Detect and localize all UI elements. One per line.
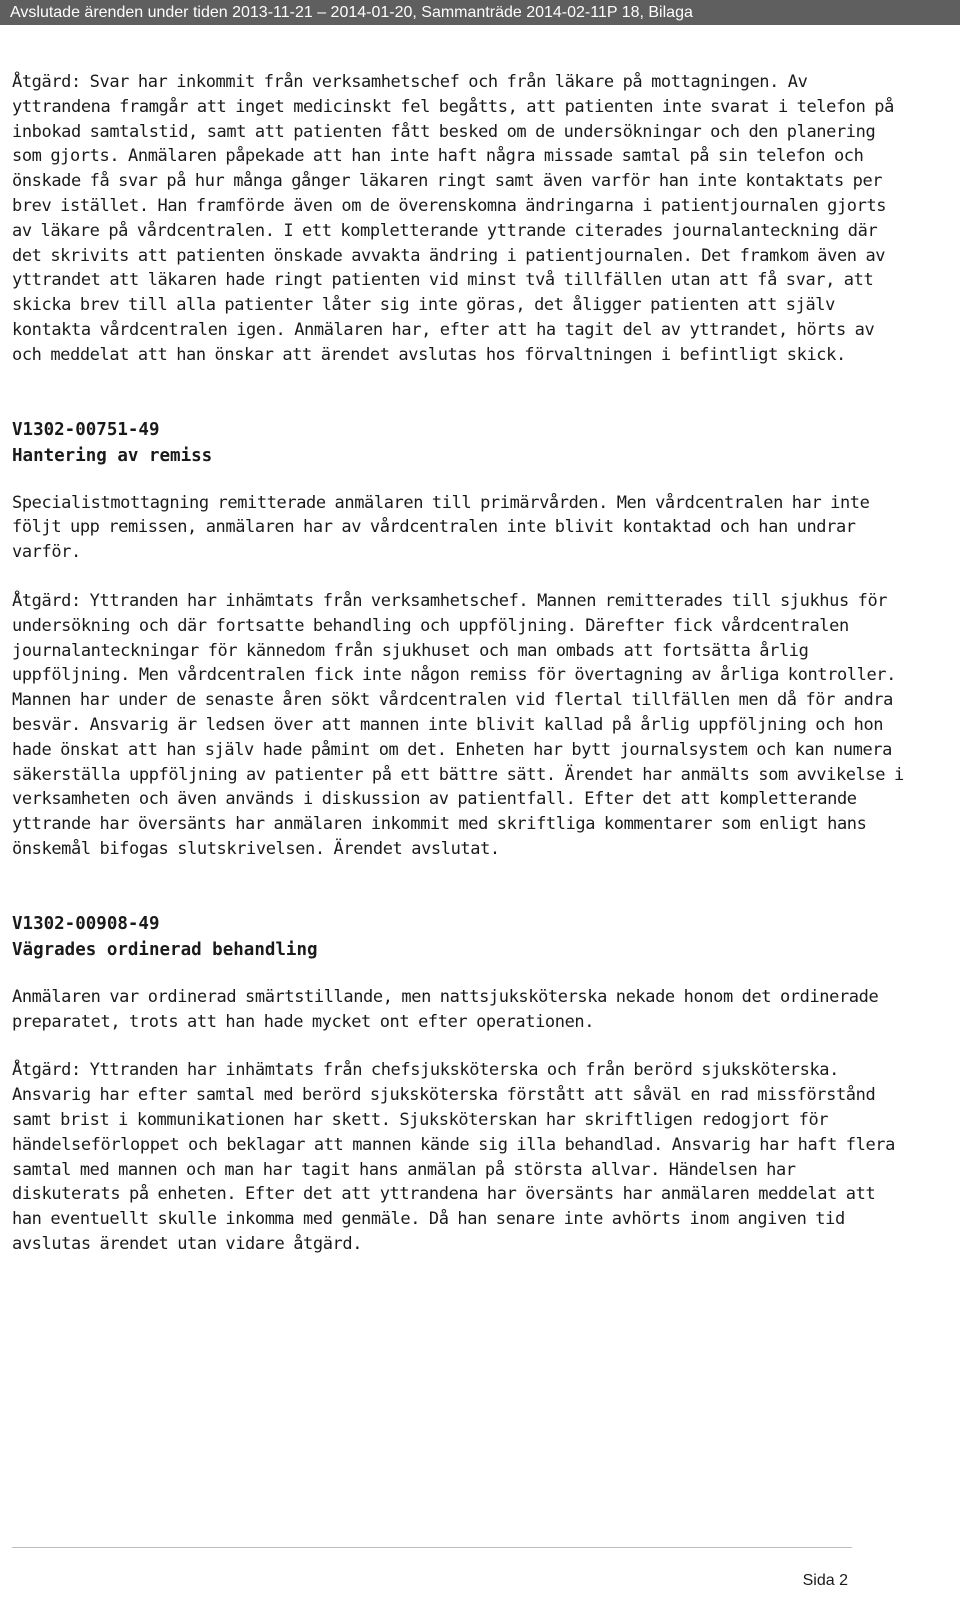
case-title: Hantering av remiss xyxy=(12,445,213,466)
complaint-paragraph: Specialistmottagning remitterade anmälaren till primärvården. Men vårdcentralen har inte följt upp remissen, anmälaren har av vårdcentralen inte blivit kontaktad och han undrar varför. xyxy=(12,492,870,563)
document-header xyxy=(0,0,960,25)
case-title: Vägrades ordinerad behandling xyxy=(12,939,318,960)
action-paragraph: Åtgärd: Yttranden har inhämtats från chefsjuksköterska och från berörd sjuksköterska. Ansvarig har efter samtal med berörd sjuksköterska förstått att såväl en rad missförstånd samt brist i kommunikationen har skett. Sjuksköterskan har skriftligen redogjort för händelseförloppet och beklagar att mannen kände sig illa behandlad. Ansvarig har haft flera samtal med mannen och man har tagit hans anmälan på största allvar. Händelsen har diskuterats på enheten. Efter det att yttrandena har översänts har anmälaren meddelat att han eventuellt skulle inkomma med genmäle. Då han senare inte avhörts inom angiven tid avslutas ärendet utan vidare åtgärd. xyxy=(12,1060,895,1254)
case-section xyxy=(12,417,912,862)
footer-divider xyxy=(12,1547,852,1548)
action-paragraph: Åtgärd: Svar har inkommit från verksamhetschef och från läkare på mottagningen. Av yttrandena framgår att inget medicinskt fel begåtts, att patienten inte svarat i telefon på inbokad samtalstid, samt att patienten fått besked om de undersökningar och den planering som gjorts. Anmälaren påpekade att han inte haft några missade samtal på sin telefon och önskade få svar på hur många gånger läkaren ringt samt även varför han inte kontaktats per brev istället. Han framförde även om de överenskomna ändringarna i patientjournalen gjorts av läkare på vårdcentralen. I ett kompletterande yttrande citerades journalanteckning där det skrivits att patienten önskade avvakta ändring i patientjournalen. Det framkom även av yttrandet att läkaren hade ringt patienten vid minst två tillfällen utan att få svar, att skicka brev till alla patienter låter sig inte göras, det åligger patienten att själv kontakta vårdcentralen igen. Anmälaren har, efter att ha tagit del av yttrandet, hörts av och meddelat att han önskar att ärendet avslutas hos förvaltningen i befintligt skick. xyxy=(12,72,894,365)
case-id: V1302-00751-49 xyxy=(12,419,160,440)
page-number: Sida 2 xyxy=(802,1572,848,1589)
action-paragraph: Åtgärd: Yttranden har inhämtats från verksamhetschef. Mannen remitterades till sjukhus för undersökning och där fortsatte behandling och uppföljning. Därefter fick vårdcentralen journalanteckningar för kännedom från sjukhuset och man ombads att fortsätta årlig uppföljning. Men vårdcentralen fick inte någon remiss för övertagning av årliga kontroller. Mannen har under de senaste åren sökt vårdcentralen vid flertal tillfällen men då för andra besvär. Ansvarig är ledsen över att mannen inte blivit kallad på årlig uppföljning och hon hade önskat att han själv hade påmint om det. Enheten har bytt journalsystem och kan numera säkerställa uppföljning av patienter på ett bättre sätt. Ärendet har anmälts som avvikelse i verksamheten och även används i diskussion av patientfall. Efter det att kompletterande yttrande har översänts har anmälaren inkommit med skriftliga kommentarer som enligt hans önskemål bifogas slutskrivelsen. Ärendet avslutat. xyxy=(12,590,904,859)
case-continuation xyxy=(12,70,912,368)
document-header-title: Avslutade ärenden under tiden 2013-11-21 – 2014-01-20, Sammanträde 2014-02-11P 18, Bilaga xyxy=(10,4,693,21)
case-id: V1302-00908-49 xyxy=(12,913,160,934)
complaint-paragraph: Anmälaren var ordinerad smärtstillande, men nattsjuksköterska nekade honom det ordinerade preparatet, trots att han hade mycket ont efter operationen. xyxy=(12,986,879,1032)
case-section xyxy=(12,911,912,1257)
document-body xyxy=(12,70,912,1257)
